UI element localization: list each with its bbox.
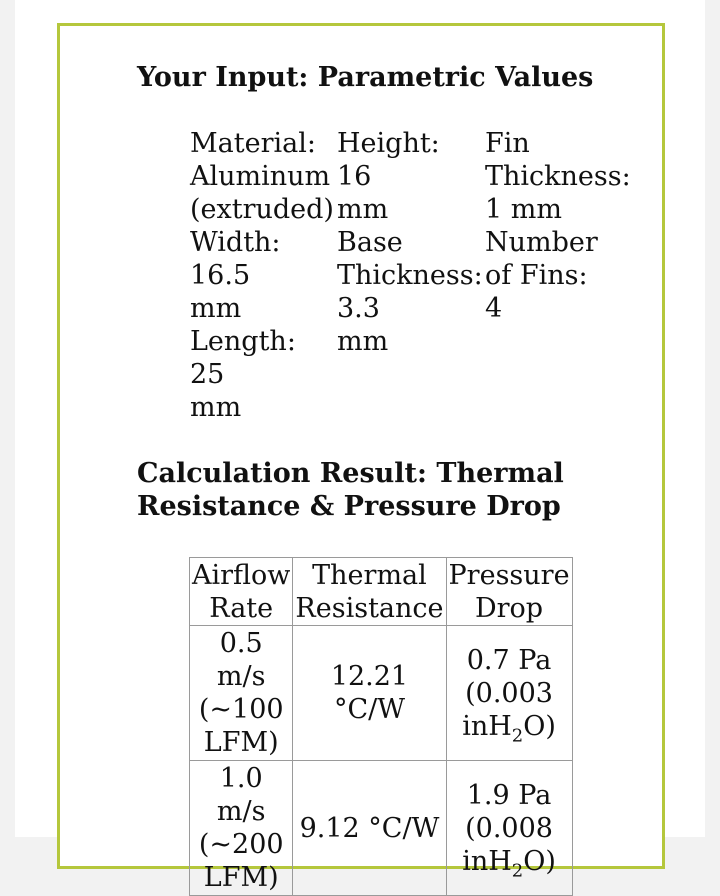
param-value: 3.3 mm [337,293,389,357]
results-table [189,557,573,896]
column-header-thermal-resistance: Thermal Resistance [293,558,446,626]
result-section-title: Calculation Result: Thermal Resistance & Pressure Drop [137,458,564,522]
param-number-of-fins [485,226,635,325]
param-value: 25 mm [190,359,242,423]
column-header-airflow: Airflow Rate [190,558,293,626]
param-label: Number of Fins: [485,227,598,291]
param-base-thickness [337,226,482,358]
unit-subscript: 2 [511,724,524,746]
pressure-drop-pa: 1.9 Pa [466,779,552,811]
param-height [337,127,482,226]
cell-thermal-resistance: 12.21 °C/W [293,626,446,761]
param-value: 1 mm [485,194,562,225]
pressure-drop-pa: 0.7 Pa [466,644,552,676]
pressure-drop-unit [462,710,556,746]
pressure-drop-inh2o: (0.008 [465,812,553,844]
param-column-3 [485,127,635,325]
table-header-row [190,558,573,626]
table-row [190,761,573,896]
param-fin-thickness [485,127,635,226]
param-label: Width: [190,227,281,258]
pressure-drop-unit [462,845,556,881]
param-column-2 [337,127,482,358]
param-material [190,127,335,226]
input-section-title: Your Input: Parametric Values [137,62,594,93]
param-label: Material: [190,128,316,159]
unit-prefix: inH [462,845,512,877]
table-row [190,626,573,761]
param-column-1 [190,127,335,424]
cell-airflow: 0.5 m/s (~100 LFM) [190,626,293,761]
param-length [190,325,335,424]
unit-subscript: 2 [511,859,524,881]
page [15,0,705,893]
cell-thermal-resistance: 9.12 °C/W [293,761,446,896]
column-header-pressure-drop: Pressure Drop [446,558,572,626]
param-label: Base Thickness: [337,227,483,291]
calculator-result-panel [57,23,665,893]
param-label: Fin Thickness: [485,128,631,192]
unit-suffix: O) [523,845,556,877]
param-label: Length: [190,326,296,357]
param-label: Height: [337,128,440,159]
param-value: 16 mm [337,161,389,225]
cell-pressure-drop [446,761,572,896]
unit-suffix: O) [523,710,556,742]
param-value: Aluminum (extruded) [190,161,334,225]
param-width [190,226,335,325]
param-value: 4 [485,293,503,324]
pressure-drop-inh2o: (0.003 [465,677,553,709]
cell-airflow: 1.0 m/s (~200 LFM) [190,761,293,896]
param-value: 16.5 mm [190,260,251,324]
unit-prefix: inH [462,710,512,742]
cell-pressure-drop [446,626,572,761]
